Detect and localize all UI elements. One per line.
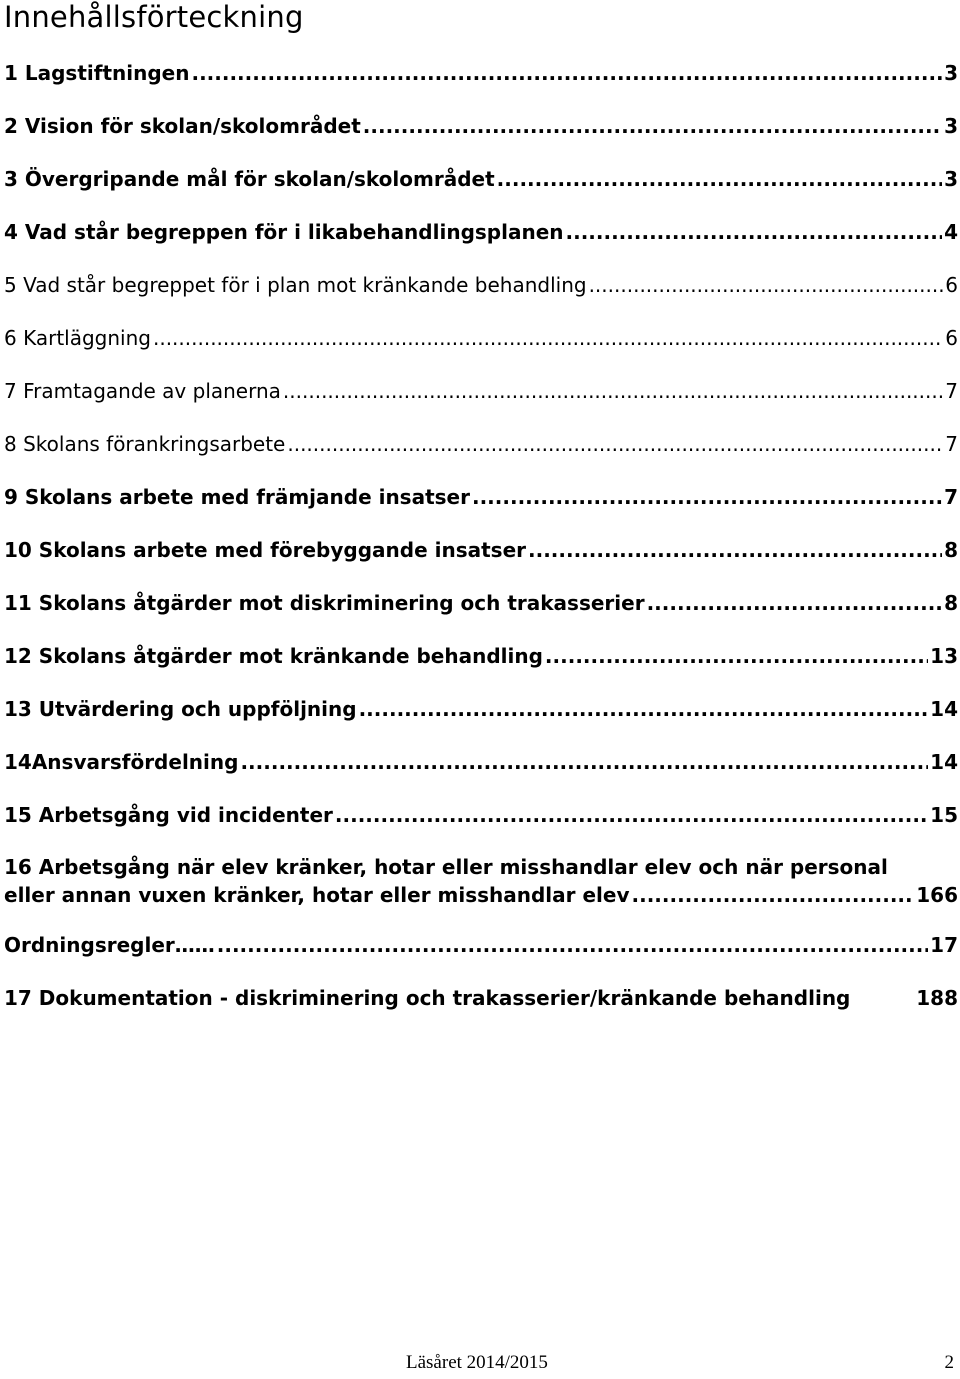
toc-title: Innehållsförteckning (4, 0, 304, 34)
toc-entry-text: 6 Kartläggning (4, 326, 151, 350)
toc-entry-page: 166 (916, 883, 958, 907)
dot-leader (632, 881, 915, 909)
toc-entry-text: 13 Utvärdering och uppföljning (4, 697, 357, 721)
dot-leader (153, 323, 943, 353)
toc-entry-13[interactable] (4, 694, 958, 747)
dot-leader (589, 270, 944, 300)
toc-entry-text: 14Ansvarsfördelning (4, 750, 239, 774)
dot-leader (497, 164, 942, 194)
dot-leader (528, 535, 942, 565)
dot-leader (566, 217, 943, 247)
toc-entry-4[interactable] (4, 217, 958, 270)
toc-entry-2[interactable] (4, 111, 958, 164)
toc-entry-17[interactable] (4, 983, 958, 1034)
dot-leader (335, 800, 928, 830)
toc-entry-15[interactable] (4, 800, 958, 853)
dot-leader (191, 58, 942, 88)
dot-leader (283, 376, 943, 406)
toc-entry-11[interactable] (4, 588, 958, 641)
dot-leader (287, 429, 943, 459)
toc-entry-14[interactable] (4, 747, 958, 800)
dot-leader (217, 930, 928, 960)
toc-entry-1[interactable] (4, 58, 958, 111)
toc-entry-text: 9 Skolans arbete med främjande insatser (4, 485, 470, 509)
dot-leader (647, 588, 943, 618)
toc-entry-text: 10 Skolans arbete med förebyggande insatser (4, 538, 526, 562)
toc-entry-text-line2: eller annan vuxen kränker, hotar eller misshandlar elev (4, 883, 630, 907)
toc-entry-7[interactable] (4, 376, 958, 429)
toc-entry-page: 17 (930, 933, 958, 957)
toc-entry-10[interactable] (4, 535, 958, 588)
toc-entry-5[interactable] (4, 270, 958, 323)
toc-entry-12[interactable] (4, 641, 958, 694)
toc-entry-page: 8 (944, 591, 958, 615)
toc-list (4, 58, 958, 1034)
toc-entry-page: 4 (944, 220, 958, 244)
toc-entry-9[interactable] (4, 482, 958, 535)
toc-entry-text: 5 Vad står begreppet för i plan mot kränkande behandling (4, 273, 587, 297)
dot-leader (472, 482, 942, 512)
toc-entry-page: 7 (945, 432, 958, 456)
toc-entry-page: 8 (944, 538, 958, 562)
toc-entry-text: 7 Framtagande av planerna (4, 379, 281, 403)
toc-entry-page: 6 (945, 273, 958, 297)
dot-leader (240, 747, 928, 777)
toc-entry-text: 3 Övergripande mål för skolan/skolområdet (4, 167, 495, 191)
toc-entry-text: 17 Dokumentation - diskriminering och trakasserier/kränkande behandling (4, 986, 851, 1010)
toc-entry-page: 14 (930, 697, 958, 721)
toc-entry-3[interactable] (4, 164, 958, 217)
dot-leader (359, 694, 929, 724)
toc-entry-text: 1 Lagstiftningen (4, 61, 190, 85)
toc-entry-page: 7 (944, 485, 958, 509)
toc-entry-16[interactable] (4, 853, 958, 930)
toc-entry-page: 3 (944, 114, 958, 138)
footer-page-number: 2 (944, 1352, 954, 1373)
dot-leader (545, 641, 928, 671)
toc-entry-page: 3 (944, 61, 958, 85)
toc-entry-page: 6 (945, 326, 958, 350)
toc-entry-page: 188 (916, 986, 958, 1010)
toc-entry-page: 14 (930, 750, 958, 774)
toc-entry-page: 13 (930, 644, 958, 668)
toc-entry-text-line1: 16 Arbetsgång när elev kränker, hotar eller misshandlar elev och när personal (4, 855, 888, 879)
toc-entry-text: Ordningsregler…… (4, 933, 215, 957)
toc-entry-page: 7 (945, 379, 958, 403)
toc-entry-text: 12 Skolans åtgärder mot kränkande behandling (4, 644, 543, 668)
toc-entry-ordningsregler[interactable] (4, 930, 958, 983)
toc-entry-page: 15 (930, 803, 958, 827)
toc-entry-6[interactable] (4, 323, 958, 376)
toc-entry-text: 11 Skolans åtgärder mot diskriminering och trakasserier (4, 591, 645, 615)
toc-entry-text: 15 Arbetsgång vid incidenter (4, 803, 333, 827)
dot-leader (363, 111, 942, 141)
toc-entry-8[interactable] (4, 429, 958, 482)
toc-entry-text: 4 Vad står begreppen för i likabehandlingsplanen (4, 220, 564, 244)
toc-entry-text: 8 Skolans förankringsarbete (4, 432, 286, 456)
footer-school-year: Läsåret 2014/2015 (406, 1352, 548, 1373)
toc-entry-text: 2 Vision för skolan/skolområdet (4, 114, 361, 138)
toc-entry-page: 3 (944, 167, 958, 191)
